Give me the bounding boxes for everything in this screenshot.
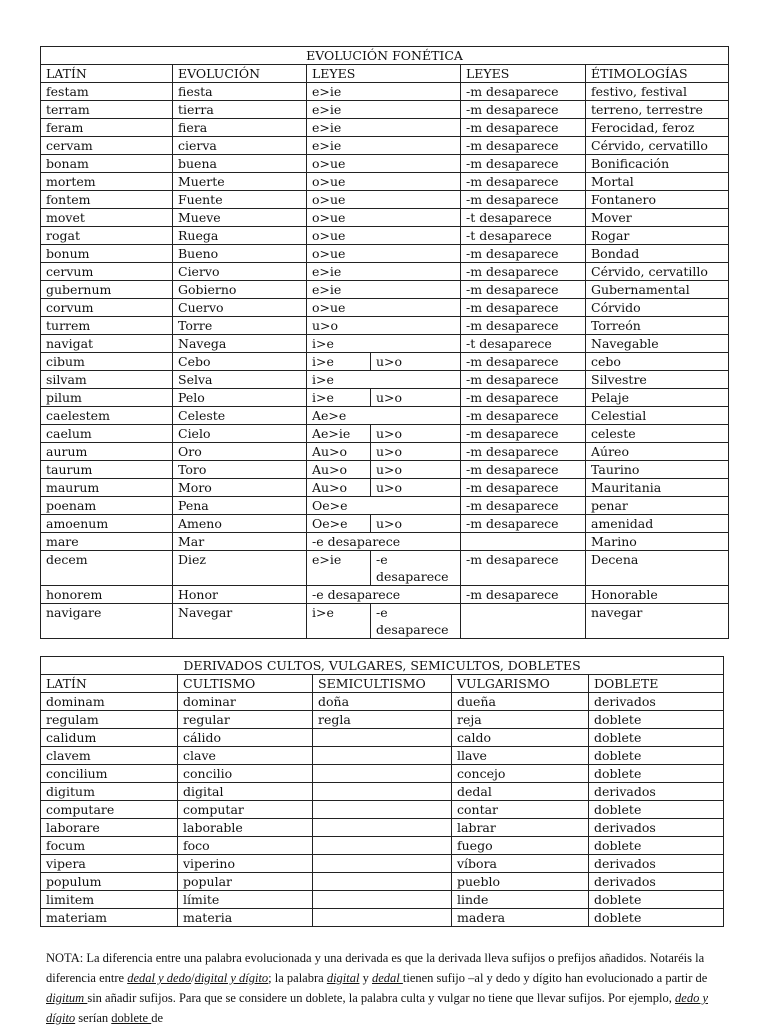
law-cell: -m desaparece	[461, 371, 586, 389]
evolution-cell: Oro	[173, 443, 307, 461]
table-row	[41, 209, 729, 227]
table-title: EVOLUCIÓN FONÉTICA	[41, 47, 729, 65]
law-cell: Oe>e	[307, 497, 461, 515]
latin-cell: caelestem	[41, 407, 173, 425]
law-cell: e>ie	[307, 137, 461, 155]
note-example: digital	[326, 971, 360, 985]
latin-cell: decem	[41, 551, 173, 586]
cultismo-cell: digital	[178, 783, 313, 801]
evolution-cell: Cielo	[173, 425, 307, 443]
law-cell: -m desaparece	[461, 515, 586, 533]
vulgarismo-cell: víbora	[452, 855, 589, 873]
law-cell: e>ie	[307, 281, 461, 299]
law-cell: o>ue	[307, 155, 461, 173]
cultismo-cell: popular	[178, 873, 313, 891]
semicultismo-cell	[313, 873, 452, 891]
etymology-cell: Torreón	[586, 317, 729, 335]
table-row	[41, 693, 724, 711]
etymology-cell: Celestial	[586, 407, 729, 425]
latin-cell: mortem	[41, 173, 173, 191]
latin-cell: materiam	[41, 909, 178, 927]
cultismo-cell: laborable	[178, 819, 313, 837]
semicultismo-cell	[313, 765, 452, 783]
vulgarismo-cell: dueña	[452, 693, 589, 711]
law-cell: -m desaparece	[461, 407, 586, 425]
vulgarismo-cell: caldo	[452, 729, 589, 747]
table-row	[41, 299, 729, 317]
law-cell: -t desaparece	[461, 227, 586, 245]
note-example: dedal y dedo	[127, 971, 192, 985]
evolution-cell: Cebo	[173, 353, 307, 371]
doblete-cell: derivados	[589, 693, 724, 711]
vulgarismo-cell: concejo	[452, 765, 589, 783]
table-title-row	[41, 47, 729, 65]
table-row	[41, 389, 729, 407]
cultismo-cell: computar	[178, 801, 313, 819]
etymology-cell: Cérvido, cervatillo	[586, 263, 729, 281]
note-text: NOTA: La diferencia entre una palabra evolucionada y una derivada es que la derivada lleva sufijos o prefijos añadidos. Notaréis la diferencia entre	[46, 951, 705, 985]
semicultismo-cell	[313, 909, 452, 927]
note-text: ; la palabra	[268, 971, 327, 985]
header-row	[41, 675, 724, 693]
semicultismo-cell	[313, 855, 452, 873]
latin-cell: bonam	[41, 155, 173, 173]
table-row	[41, 317, 729, 335]
latin-cell: cervum	[41, 263, 173, 281]
law-cell: e>ie	[307, 101, 461, 119]
note-text: /	[191, 971, 195, 985]
law-cell: -m desaparece	[461, 497, 586, 515]
table-title-row	[41, 657, 724, 675]
table-row	[41, 711, 724, 729]
latin-cell: corvum	[41, 299, 173, 317]
table-row	[41, 891, 724, 909]
table-row	[41, 837, 724, 855]
doblete-cell: doblete	[589, 909, 724, 927]
table-row	[41, 747, 724, 765]
latin-cell: amoenum	[41, 515, 173, 533]
law-cell: -m desaparece	[461, 586, 586, 604]
law-cell: -m desaparece	[461, 425, 586, 443]
semicultismo-cell	[313, 891, 452, 909]
latin-cell: mare	[41, 533, 173, 551]
note-example: digital y dígito	[194, 971, 269, 985]
table-row	[41, 604, 729, 639]
table-row	[41, 586, 729, 604]
evolution-cell: cierva	[173, 137, 307, 155]
vulgarismo-cell: dedal	[452, 783, 589, 801]
semicultismo-cell	[313, 747, 452, 765]
cultismo-cell: viperino	[178, 855, 313, 873]
table-row	[41, 83, 729, 101]
table-row	[41, 855, 724, 873]
semicultismo-cell	[313, 837, 452, 855]
evolution-cell: Toro	[173, 461, 307, 479]
etymology-cell: celeste	[586, 425, 729, 443]
latin-cell: poenam	[41, 497, 173, 515]
table-row	[41, 263, 729, 281]
etymology-cell: Bondad	[586, 245, 729, 263]
law-cell: Au>o	[307, 479, 371, 497]
table-row	[41, 909, 724, 927]
etymology-cell: festivo, festival	[586, 83, 729, 101]
law-cell: i>e	[307, 604, 371, 639]
etymology-cell: Taurino	[586, 461, 729, 479]
header-evolucion: EVOLUCIÓN	[173, 65, 307, 83]
doblete-cell: doblete	[589, 801, 724, 819]
law-cell: -m desaparece	[461, 137, 586, 155]
latin-cell: maurum	[41, 479, 173, 497]
law-cell: o>ue	[307, 191, 461, 209]
table-row	[41, 119, 729, 137]
latin-cell: honorem	[41, 586, 173, 604]
evolution-cell: Pelo	[173, 389, 307, 407]
etymology-cell: Navegable	[586, 335, 729, 353]
evolution-cell: Gobierno	[173, 281, 307, 299]
law-cell: -m desaparece	[461, 443, 586, 461]
law-cell: u>o	[371, 425, 461, 443]
cultismo-cell: regular	[178, 711, 313, 729]
header-latin: LATÍN	[41, 675, 178, 693]
latin-cell: feram	[41, 119, 173, 137]
latin-cell: laborare	[41, 819, 178, 837]
law-cell: o>ue	[307, 173, 461, 191]
table-row	[41, 819, 724, 837]
header-doblete: DOBLETE	[589, 675, 724, 693]
law-cell	[461, 604, 586, 639]
evolution-cell: Ameno	[173, 515, 307, 533]
vulgarismo-cell: fuego	[452, 837, 589, 855]
law-cell: o>ue	[307, 299, 461, 317]
latin-cell: regulam	[41, 711, 178, 729]
note-example: dedo y dígito	[46, 991, 708, 1025]
latin-cell: festam	[41, 83, 173, 101]
evolution-cell: Celeste	[173, 407, 307, 425]
etymology-cell: Silvestre	[586, 371, 729, 389]
evolution-cell: Torre	[173, 317, 307, 335]
semicultismo-cell	[313, 801, 452, 819]
latin-cell: navigat	[41, 335, 173, 353]
latin-cell: concilium	[41, 765, 178, 783]
note-text: serían	[75, 1011, 112, 1025]
law-cell: u>o	[371, 389, 461, 407]
latin-cell: focum	[41, 837, 178, 855]
law-cell: -m desaparece	[461, 173, 586, 191]
table-row	[41, 783, 724, 801]
evolution-cell: fiera	[173, 119, 307, 137]
header-semicultismo: SEMICULTISMO	[313, 675, 452, 693]
law-cell: -m desaparece	[461, 389, 586, 407]
note-text: sin añadir sufijos. Para que se considere un doblete, la palabra culta y vulgar no tiene que llevar sufijos. Por ejemplo,	[87, 991, 676, 1005]
law-cell: -m desaparece	[461, 353, 586, 371]
vulgarismo-cell: llave	[452, 747, 589, 765]
table-row	[41, 281, 729, 299]
vulgarismo-cell: madera	[452, 909, 589, 927]
header-vulgarismo: VULGARISMO	[452, 675, 589, 693]
table-row	[41, 765, 724, 783]
table-row	[41, 191, 729, 209]
header-leyes: LEYES	[307, 65, 461, 83]
latin-cell: digitum	[41, 783, 178, 801]
semicultismo-cell	[313, 819, 452, 837]
latin-cell: silvam	[41, 371, 173, 389]
table-row	[41, 335, 729, 353]
table-row	[41, 801, 724, 819]
evolution-cell: Diez	[173, 551, 307, 586]
table-row	[41, 155, 729, 173]
etymology-cell: Mauritania	[586, 479, 729, 497]
doblete-cell: derivados	[589, 873, 724, 891]
note-example: dedal	[371, 971, 403, 985]
vulgarismo-cell: pueblo	[452, 873, 589, 891]
latin-cell: populum	[41, 873, 178, 891]
cultismo-cell: concilio	[178, 765, 313, 783]
note-paragraph	[46, 948, 720, 1028]
etymology-cell: penar	[586, 497, 729, 515]
evolution-cell: buena	[173, 155, 307, 173]
law-cell: i>e	[307, 353, 371, 371]
note-example: doblete	[111, 1011, 152, 1025]
law-cell: u>o	[307, 317, 461, 335]
evolution-cell: fiesta	[173, 83, 307, 101]
law-cell: Au>o	[307, 443, 371, 461]
evolution-cell: Ruega	[173, 227, 307, 245]
latin-cell: terram	[41, 101, 173, 119]
evolution-cell: Mueve	[173, 209, 307, 227]
table-row	[41, 443, 729, 461]
law-cell: Ae>e	[307, 407, 461, 425]
note-text: tienen sufijo –al y dedo y dígito han evolucionado a partir de	[402, 971, 708, 985]
cultismo-cell: materia	[178, 909, 313, 927]
etymology-cell: Cérvido, cervatillo	[586, 137, 729, 155]
law-cell: -m desaparece	[461, 551, 586, 586]
table-row	[41, 461, 729, 479]
law-cell	[461, 533, 586, 551]
evolution-cell: Bueno	[173, 245, 307, 263]
phonetic-evolution-table	[40, 46, 729, 639]
law-cell: -m desaparece	[461, 191, 586, 209]
law-cell: e>ie	[307, 263, 461, 281]
latin-cell: clavem	[41, 747, 178, 765]
law-cell: -m desaparece	[461, 299, 586, 317]
doblete-cell: derivados	[589, 783, 724, 801]
etymology-cell: Bonificación	[586, 155, 729, 173]
etymology-cell: Rogar	[586, 227, 729, 245]
semicultismo-cell: doña	[313, 693, 452, 711]
evolution-cell: Navega	[173, 335, 307, 353]
etymology-cell: Marino	[586, 533, 729, 551]
doblete-cell: doblete	[589, 729, 724, 747]
law-cell: u>o	[371, 461, 461, 479]
doblete-cell: doblete	[589, 837, 724, 855]
vulgarismo-cell: reja	[452, 711, 589, 729]
doblete-cell: doblete	[589, 765, 724, 783]
law-cell: Ae>ie	[307, 425, 371, 443]
latin-cell: movet	[41, 209, 173, 227]
etymology-cell: Fontanero	[586, 191, 729, 209]
law-cell: i>e	[307, 389, 371, 407]
law-cell: -t desaparece	[461, 335, 586, 353]
cultismo-cell: foco	[178, 837, 313, 855]
law-cell: -m desaparece	[461, 281, 586, 299]
evolution-cell: tierra	[173, 101, 307, 119]
latin-cell: cervam	[41, 137, 173, 155]
doblete-cell: derivados	[589, 819, 724, 837]
latin-cell: aurum	[41, 443, 173, 461]
law-cell: -m desaparece	[461, 101, 586, 119]
etymology-cell: navegar	[586, 604, 729, 639]
table-row	[41, 425, 729, 443]
cultismo-cell: dominar	[178, 693, 313, 711]
table-row	[41, 533, 729, 551]
doblete-cell: doblete	[589, 747, 724, 765]
vulgarismo-cell: linde	[452, 891, 589, 909]
note-text: de	[151, 1011, 164, 1025]
etymology-cell: Ferocidad, feroz	[586, 119, 729, 137]
table-row	[41, 515, 729, 533]
latin-cell: fontem	[41, 191, 173, 209]
header-row	[41, 65, 729, 83]
evolution-cell: Pena	[173, 497, 307, 515]
latin-cell: computare	[41, 801, 178, 819]
law-cell: -m desaparece	[461, 83, 586, 101]
law-cell: u>o	[371, 479, 461, 497]
latin-cell: turrem	[41, 317, 173, 335]
semicultismo-cell: regla	[313, 711, 452, 729]
latin-cell: gubernum	[41, 281, 173, 299]
evolution-cell: Fuente	[173, 191, 307, 209]
header-cultismo: CULTISMO	[178, 675, 313, 693]
header-etimologias: ÉTIMOLOGÍAS	[586, 65, 729, 83]
law-cell: u>o	[371, 353, 461, 371]
etymology-cell: Mover	[586, 209, 729, 227]
law-cell: e>ie	[307, 551, 371, 586]
table-row	[41, 227, 729, 245]
latin-cell: cibum	[41, 353, 173, 371]
law-cell: o>ue	[307, 209, 461, 227]
latin-cell: rogat	[41, 227, 173, 245]
law-cell: u>o	[371, 515, 461, 533]
law-cell: -m desaparece	[461, 263, 586, 281]
header-latin: LATÍN	[41, 65, 173, 83]
table-row	[41, 497, 729, 515]
evolution-cell: Mar	[173, 533, 307, 551]
derivatives-table	[40, 656, 724, 927]
law-cell: e>ie	[307, 119, 461, 137]
law-cell: o>ue	[307, 227, 461, 245]
law-cell: -e desaparece	[307, 533, 461, 551]
table-row	[41, 353, 729, 371]
cultismo-cell: cálido	[178, 729, 313, 747]
latin-cell: caelum	[41, 425, 173, 443]
doblete-cell: doblete	[589, 711, 724, 729]
note-example: digitum	[46, 991, 88, 1005]
etymology-cell: amenidad	[586, 515, 729, 533]
vulgarismo-cell: labrar	[452, 819, 589, 837]
evolution-cell: Selva	[173, 371, 307, 389]
law-cell: o>ue	[307, 245, 461, 263]
semicultismo-cell	[313, 729, 452, 747]
etymology-cell: Mortal	[586, 173, 729, 191]
latin-cell: vipera	[41, 855, 178, 873]
law-cell: -m desaparece	[461, 245, 586, 263]
law-cell: e>ie	[307, 83, 461, 101]
table-row	[41, 245, 729, 263]
table-row	[41, 407, 729, 425]
table-row	[41, 873, 724, 891]
table-row	[41, 729, 724, 747]
law-cell: -e desaparece	[307, 586, 461, 604]
etymology-cell: Aúreo	[586, 443, 729, 461]
latin-cell: calidum	[41, 729, 178, 747]
evolution-cell: Honor	[173, 586, 307, 604]
law-cell: u>o	[371, 443, 461, 461]
note-text: y	[359, 971, 372, 985]
table-row	[41, 173, 729, 191]
table-row	[41, 137, 729, 155]
law-cell: -m desaparece	[461, 479, 586, 497]
law-cell: i>e	[307, 335, 461, 353]
table-title: DERIVADOS CULTOS, VULGARES, SEMICULTOS, DOBLETES	[41, 657, 724, 675]
etymology-cell: terreno, terrestre	[586, 101, 729, 119]
law-cell: -e desaparece	[371, 604, 461, 639]
semicultismo-cell	[313, 783, 452, 801]
law-cell: -m desaparece	[461, 119, 586, 137]
table-row	[41, 371, 729, 389]
latin-cell: navigare	[41, 604, 173, 639]
latin-cell: bonum	[41, 245, 173, 263]
table-row	[41, 551, 729, 586]
law-cell: -m desaparece	[461, 155, 586, 173]
latin-cell: limitem	[41, 891, 178, 909]
evolution-cell: Moro	[173, 479, 307, 497]
cultismo-cell: límite	[178, 891, 313, 909]
cultismo-cell: clave	[178, 747, 313, 765]
etymology-cell: Córvido	[586, 299, 729, 317]
law-cell: Au>o	[307, 461, 371, 479]
latin-cell: dominam	[41, 693, 178, 711]
etymology-cell: Honorable	[586, 586, 729, 604]
latin-cell: taurum	[41, 461, 173, 479]
law-cell: -m desaparece	[461, 461, 586, 479]
law-cell: -t desaparece	[461, 209, 586, 227]
evolution-cell: Navegar	[173, 604, 307, 639]
law-cell: Oe>e	[307, 515, 371, 533]
latin-cell: pilum	[41, 389, 173, 407]
doblete-cell: derivados	[589, 855, 724, 873]
header-leyes-2: LEYES	[461, 65, 586, 83]
evolution-cell: Cuervo	[173, 299, 307, 317]
doblete-cell: doblete	[589, 891, 724, 909]
evolution-cell: Muerte	[173, 173, 307, 191]
law-cell: -m desaparece	[461, 317, 586, 335]
etymology-cell: Decena	[586, 551, 729, 586]
law-cell: i>e	[307, 371, 461, 389]
table-row	[41, 101, 729, 119]
table-row	[41, 479, 729, 497]
etymology-cell: Pelaje	[586, 389, 729, 407]
etymology-cell: cebo	[586, 353, 729, 371]
vulgarismo-cell: contar	[452, 801, 589, 819]
etymology-cell: Gubernamental	[586, 281, 729, 299]
law-cell: -e desaparece	[371, 551, 461, 586]
evolution-cell: Ciervo	[173, 263, 307, 281]
